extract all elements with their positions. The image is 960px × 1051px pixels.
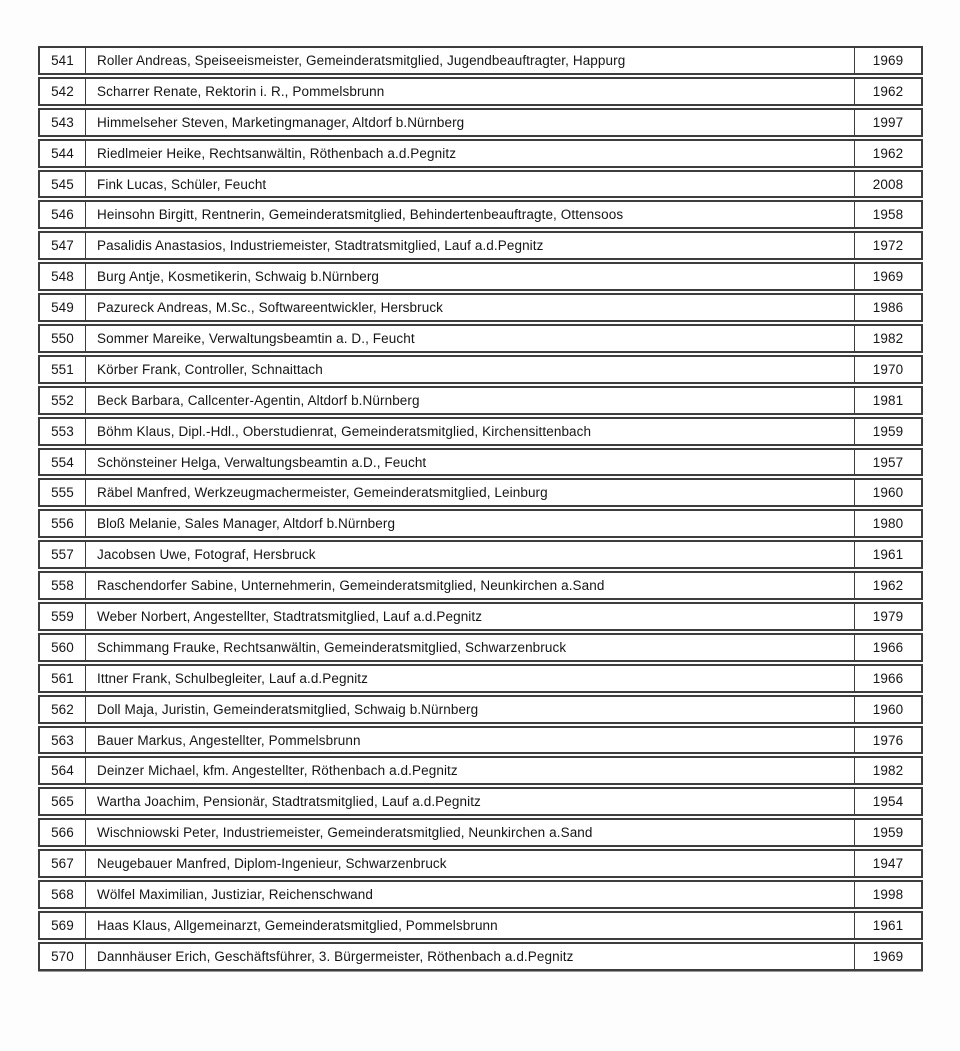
table-row <box>38 108 923 137</box>
candidate-birth-year: 1976 <box>854 728 921 753</box>
table-row <box>38 324 923 353</box>
candidate-description: Schimmang Frauke, Rechtsanwältin, Gemeinderatsmitglied, Schwarzenbruck <box>97 639 567 655</box>
candidate-number: 547 <box>40 233 86 258</box>
candidate-description: Körber Frank, Controller, Schnaittach <box>97 361 323 377</box>
candidate-description: Burg Antje, Kosmetikerin, Schwaig b.Nürnberg <box>97 269 380 285</box>
table-row <box>38 448 923 477</box>
candidate-birth-year: 1962 <box>854 141 921 166</box>
candidate-description: Böhm Klaus, Dipl.-Hdl., Oberstudienrat, Gemeinderatsmitglied, Kirchensittenbach <box>97 423 592 439</box>
candidate-description: Pasalidis Anastasios, Industriemeister, Stadtratsmitglied, Lauf a.d.Pegnitz <box>97 238 544 254</box>
table-row <box>38 880 923 909</box>
candidate-number: 569 <box>40 913 86 938</box>
candidate-description: Weber Norbert, Angestellter, Stadtratsmitglied, Lauf a.d.Pegnitz <box>97 608 483 624</box>
table-row <box>38 200 923 229</box>
candidate-description: Heinsohn Birgitt, Rentnerin, Gemeinderatsmitglied, Behindertenbeauftragte, Ottensoos <box>97 207 624 223</box>
table-row <box>38 911 923 940</box>
candidate-birth-year: 1959 <box>854 419 921 444</box>
candidate-birth-year: 1959 <box>854 820 921 845</box>
candidate-birth-year: 1966 <box>854 666 921 691</box>
candidate-description: Wischniowski Peter, Industriemeister, Gemeinderatsmitglied, Neunkirchen a.Sand <box>97 825 593 841</box>
candidate-list-table <box>38 46 923 973</box>
candidate-number: 559 <box>40 604 86 629</box>
candidate-description: Wölfel Maximilian, Justiziar, Reichenschwand <box>97 886 374 902</box>
candidate-birth-year: 1970 <box>854 357 921 382</box>
candidate-birth-year: 1998 <box>854 882 921 907</box>
candidate-birth-year: 1958 <box>854 202 921 227</box>
table-row <box>38 170 923 199</box>
candidate-number: 560 <box>40 635 86 660</box>
candidate-description: Dannhäuser Erich, Geschäftsführer, 3. Bürgermeister, Röthenbach a.d.Pegnitz <box>97 948 574 964</box>
table-row <box>38 509 923 538</box>
table-row <box>38 417 923 446</box>
table-row <box>38 77 923 106</box>
candidate-description: Beck Barbara, Callcenter-Agentin, Altdorf b.Nürnberg <box>97 392 420 408</box>
candidate-birth-year: 1961 <box>854 542 921 567</box>
candidate-number: 548 <box>40 264 86 289</box>
candidate-number: 552 <box>40 388 86 413</box>
candidate-description: Neugebauer Manfred, Diplom-Ingenieur, Schwarzenbruck <box>97 856 447 872</box>
candidate-description: Doll Maja, Juristin, Gemeinderatsmitglied, Schwaig b.Nürnberg <box>97 701 479 717</box>
candidate-description: Jacobsen Uwe, Fotograf, Hersbruck <box>97 547 316 563</box>
candidate-birth-year: 1961 <box>854 913 921 938</box>
candidate-number: 546 <box>40 202 86 227</box>
candidate-birth-year: 1982 <box>854 758 921 783</box>
candidate-number: 563 <box>40 728 86 753</box>
candidate-birth-year: 1969 <box>854 944 921 969</box>
candidate-number: 551 <box>40 357 86 382</box>
candidate-birth-year: 1997 <box>854 110 921 135</box>
candidate-description: Haas Klaus, Allgemeinarzt, Gemeinderatsmitglied, Pommelsbrunn <box>97 917 498 933</box>
candidate-birth-year: 1947 <box>854 851 921 876</box>
candidate-number: 558 <box>40 573 86 598</box>
candidate-birth-year: 1981 <box>854 388 921 413</box>
candidate-description: Wartha Joachim, Pensionär, Stadtratsmitglied, Lauf a.d.Pegnitz <box>97 794 481 810</box>
candidate-description: Bauer Markus, Angestellter, Pommelsbrunn <box>97 732 361 748</box>
candidate-number: 555 <box>40 480 86 505</box>
table-row <box>38 942 923 971</box>
candidate-number: 566 <box>40 820 86 845</box>
candidate-birth-year: 1960 <box>854 480 921 505</box>
candidate-birth-year: 1972 <box>854 233 921 258</box>
candidate-number: 542 <box>40 79 86 104</box>
candidate-birth-year: 1969 <box>854 48 921 73</box>
table-row <box>38 478 923 507</box>
candidate-birth-year: 1982 <box>854 326 921 351</box>
table-row <box>38 293 923 322</box>
candidate-number: 544 <box>40 141 86 166</box>
table-row <box>38 46 923 75</box>
candidate-description: Deinzer Michael, kfm. Angestellter, Röthenbach a.d.Pegnitz <box>97 763 458 779</box>
candidate-description: Schönsteiner Helga, Verwaltungsbeamtin a.D., Feucht <box>97 454 427 470</box>
candidate-number: 550 <box>40 326 86 351</box>
candidate-number: 553 <box>40 419 86 444</box>
candidate-birth-year: 1962 <box>854 79 921 104</box>
candidate-number: 568 <box>40 882 86 907</box>
candidate-number: 554 <box>40 450 86 475</box>
candidate-birth-year: 1960 <box>854 697 921 722</box>
table-row <box>38 787 923 816</box>
table-row <box>38 540 923 569</box>
candidate-birth-year: 2008 <box>854 172 921 197</box>
table-row <box>38 355 923 384</box>
table-row <box>38 695 923 724</box>
candidate-number: 570 <box>40 944 86 969</box>
candidate-birth-year: 1954 <box>854 789 921 814</box>
candidate-birth-year: 1979 <box>854 604 921 629</box>
candidate-number: 562 <box>40 697 86 722</box>
candidate-birth-year: 1966 <box>854 635 921 660</box>
table-row <box>38 664 923 693</box>
candidate-number: 565 <box>40 789 86 814</box>
candidate-birth-year: 1980 <box>854 511 921 536</box>
candidate-number: 549 <box>40 295 86 320</box>
candidate-birth-year: 1962 <box>854 573 921 598</box>
table-row <box>38 633 923 662</box>
table-row <box>38 849 923 878</box>
candidate-description: Scharrer Renate, Rektorin i. R., Pommelsbrunn <box>97 83 385 99</box>
candidate-number: 561 <box>40 666 86 691</box>
table-row <box>38 756 923 785</box>
candidate-description: Räbel Manfred, Werkzeugmachermeister, Gemeinderatsmitglied, Leinburg <box>97 485 548 501</box>
table-row <box>38 571 923 600</box>
candidate-number: 564 <box>40 758 86 783</box>
candidate-description: Pazureck Andreas, M.Sc., Softwareentwickler, Hersbruck <box>97 300 444 316</box>
table-row <box>38 726 923 755</box>
candidate-number: 567 <box>40 851 86 876</box>
candidate-birth-year: 1986 <box>854 295 921 320</box>
candidate-number: 545 <box>40 172 86 197</box>
candidate-birth-year: 1969 <box>854 264 921 289</box>
candidate-description: Ittner Frank, Schulbegleiter, Lauf a.d.Pegnitz <box>97 670 369 686</box>
candidate-number: 556 <box>40 511 86 536</box>
candidate-description: Riedlmeier Heike, Rechtsanwältin, Röthenbach a.d.Pegnitz <box>97 145 457 161</box>
table-row <box>38 386 923 415</box>
candidate-number: 543 <box>40 110 86 135</box>
table-row <box>38 262 923 291</box>
candidate-birth-year: 1957 <box>854 450 921 475</box>
candidate-description: Roller Andreas, Speiseeismeister, Gemeinderatsmitglied, Jugendbeauftragter, Happurg <box>97 52 626 68</box>
table-row <box>38 231 923 260</box>
candidate-number: 541 <box>40 48 86 73</box>
candidate-description: Fink Lucas, Schüler, Feucht <box>97 176 267 192</box>
table-row <box>38 139 923 168</box>
candidate-description: Sommer Mareike, Verwaltungsbeamtin a. D., Feucht <box>97 330 415 346</box>
candidate-number: 557 <box>40 542 86 567</box>
table-row <box>38 818 923 847</box>
candidate-description: Himmelseher Steven, Marketingmanager, Altdorf b.Nürnberg <box>97 114 465 130</box>
candidate-description: Raschendorfer Sabine, Unternehmerin, Gemeinderatsmitglied, Neunkirchen a.Sand <box>97 578 605 594</box>
candidate-description: Bloß Melanie, Sales Manager, Altdorf b.Nürnberg <box>97 516 396 532</box>
table-row <box>38 602 923 631</box>
